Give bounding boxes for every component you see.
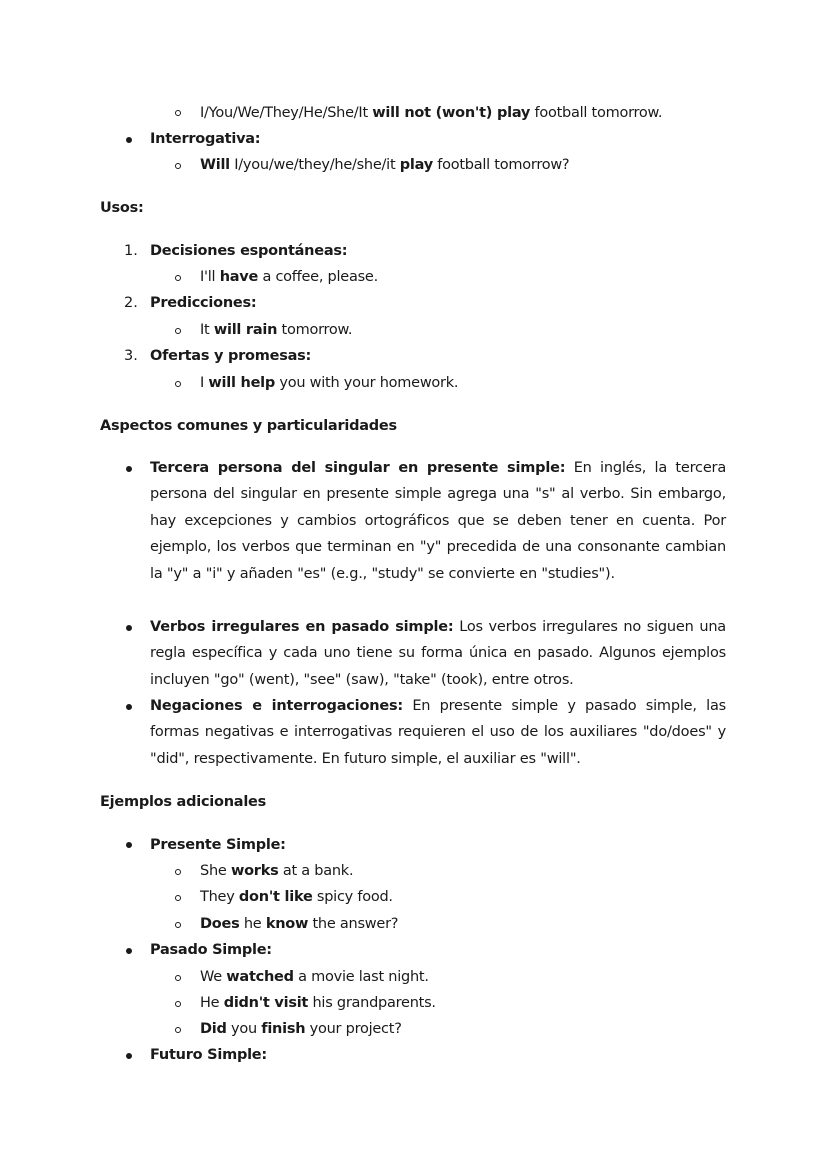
- ejemplos-heading: Ejemplos adicionales: [100, 794, 267, 810]
- list-number: 3.: [124, 348, 138, 364]
- sub-bullet-icon: [175, 110, 181, 116]
- sub-bullet-icon: [175, 869, 181, 875]
- sub-bullet-icon: [175, 895, 181, 901]
- list-number: 1.: [124, 243, 138, 259]
- uso-example: I'll have a coffee, please.: [200, 269, 378, 285]
- sub-bullet-icon: [175, 1027, 181, 1033]
- bullet-icon: [126, 948, 132, 954]
- bullet-icon: [126, 137, 132, 143]
- sub-bullet-icon: [175, 975, 181, 981]
- list-number: 2.: [124, 295, 138, 311]
- sub-bullet-icon: [175, 328, 181, 334]
- example-sentence: Does he know the answer?: [200, 916, 399, 932]
- sub-bullet-icon: [175, 163, 181, 169]
- aspectos-heading: Aspectos comunes y particularidades: [100, 418, 397, 434]
- example-sentence: They don't like spicy food.: [200, 889, 393, 905]
- futuro-label: Futuro Simple:: [150, 1047, 267, 1063]
- uso-example: It will rain tomorrow.: [200, 322, 353, 338]
- interrogativa-label: Interrogativa:: [150, 131, 261, 147]
- sub-bullet-icon: [175, 381, 181, 387]
- sub-bullet-icon: [175, 275, 181, 281]
- example-sentence: She works at a bank.: [200, 863, 354, 879]
- example-sentence: Did you finish your project?: [200, 1021, 402, 1037]
- bullet-icon: [126, 704, 132, 710]
- bullet-icon: [126, 842, 132, 848]
- bullet-icon: [126, 1053, 132, 1059]
- example-sentence: He didn't visit his grandparents.: [200, 995, 436, 1011]
- uso-label: Decisiones espontáneas:: [150, 243, 348, 259]
- bullet-icon: [126, 625, 132, 631]
- aspecto-paragraph: Tercera persona del singular en presente simple: En inglés, la tercera persona del singular en presente simple agrega una "s" al verbo. Sin embargo, hay excepciones y cambios ortográficos que se deben tener en cuenta. Por ejemplo, los verbos que terminan en "y" precedida de una consonante cambian la "y" a "i" y añaden "es" (e.g., "study" se convierte en "studies").: [150, 460, 726, 582]
- uso-label: Predicciones:: [150, 295, 257, 311]
- future-interrogative-example: Will I/you/we/they/he/she/it play football tomorrow?: [200, 157, 570, 173]
- uso-example: I will help you with your homework.: [200, 375, 459, 391]
- aspecto-paragraph: Verbos irregulares en pasado simple: Los verbos irregulares no siguen una regla específica y cada uno tiene su forma única en pasado. Algunos ejemplos incluyen "go" (went), "see" (saw), "take" (took), entre otros.: [150, 619, 726, 688]
- sub-bullet-icon: [175, 922, 181, 928]
- usos-heading: Usos:: [100, 200, 144, 216]
- pasado-label: Pasado Simple:: [150, 942, 272, 958]
- bullet-icon: [126, 466, 132, 472]
- sub-bullet-icon: [175, 1001, 181, 1007]
- future-negative-example: I/You/We/They/He/She/It will not (won't) play football tomorrow.: [200, 105, 663, 121]
- uso-label: Ofertas y promesas:: [150, 348, 312, 364]
- aspecto-paragraph: Negaciones e interrogaciones: En presente simple y pasado simple, las formas negativas e interrogativas requieren el uso de los auxiliares "do/does" y "did", respectivamente. En futuro simple, el auxiliar es "will".: [150, 698, 726, 767]
- example-sentence: We watched a movie last night.: [200, 969, 429, 985]
- presente-label: Presente Simple:: [150, 837, 286, 853]
